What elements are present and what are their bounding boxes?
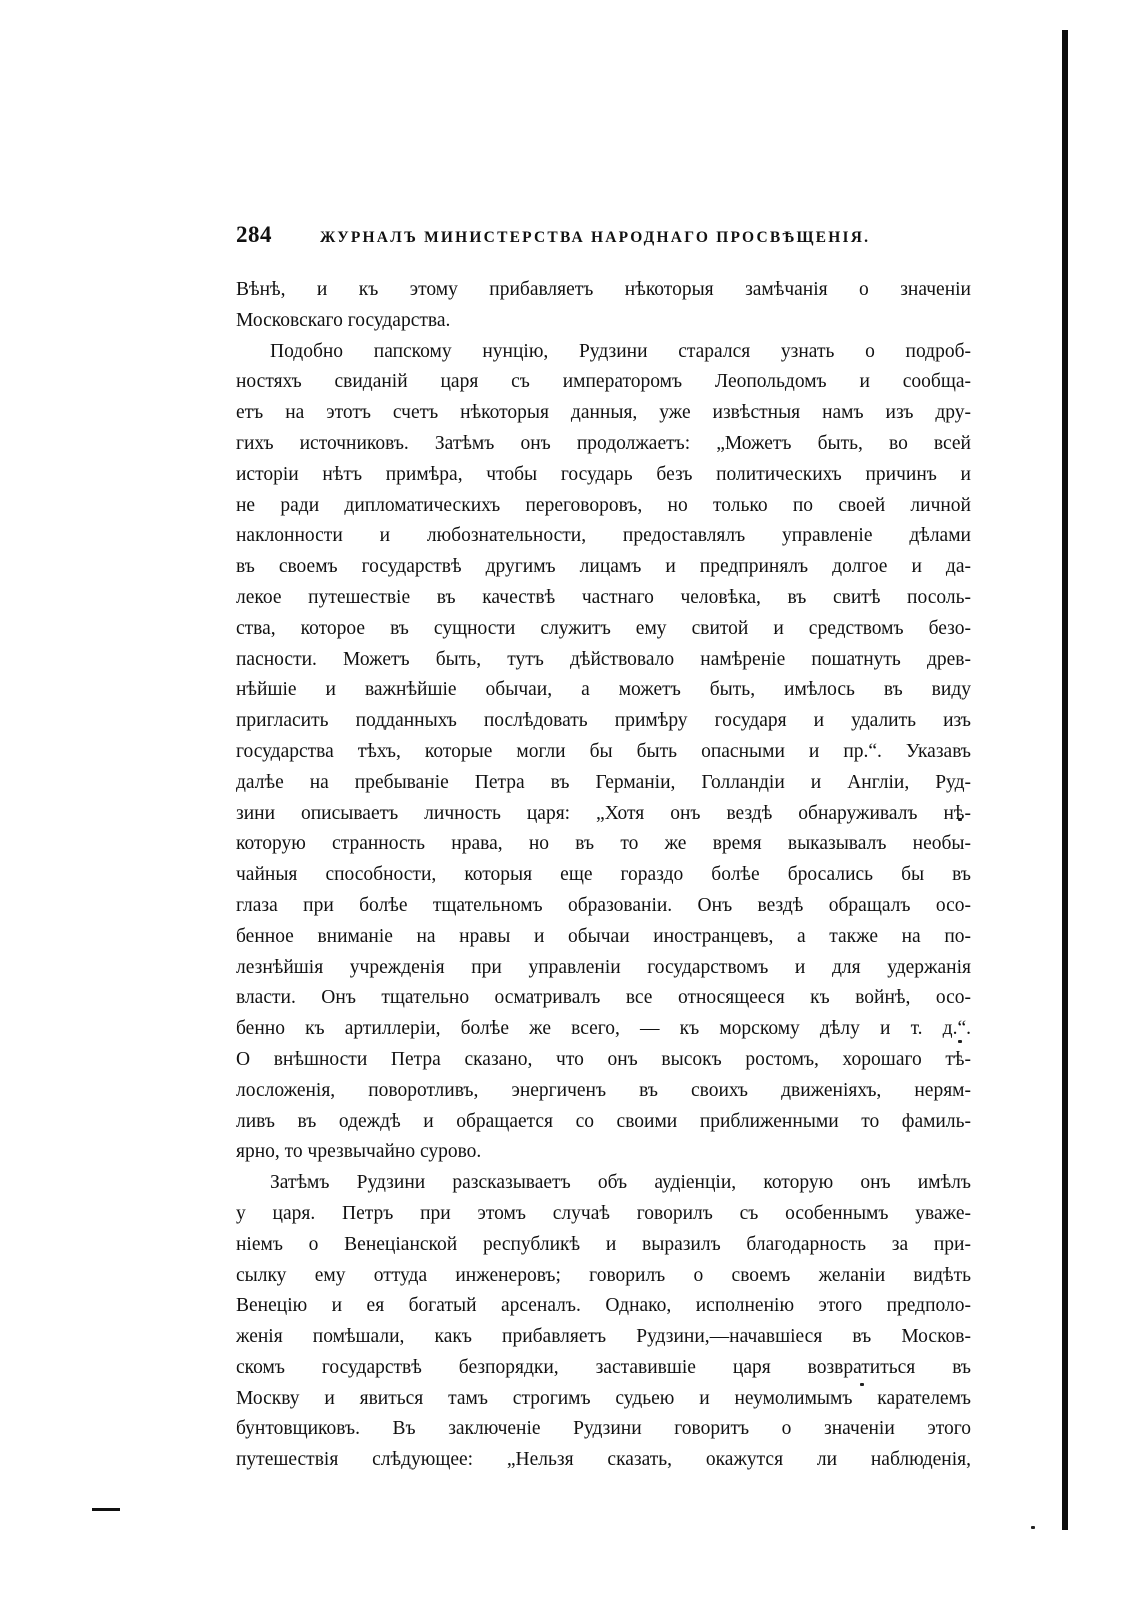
- text-line: чайныя способности, которыя еще гораздо болѣе бросались бы въ: [236, 864, 971, 886]
- text-line: государства тѣхъ, которые могли бы быть опасными и пр.“. Указавъ: [236, 740, 971, 762]
- text-line: бенное вниманіе на нравы и обычаи иностранцевъ, а также на по-: [236, 925, 971, 947]
- text-line: ніемъ о Венеціанской республикѣ и выразилъ благодарность за при-: [236, 1233, 971, 1255]
- text-line: Московскаго государства.: [236, 309, 451, 331]
- text-line: скомъ государствѣ безпорядки, заставившіе царя возвратиться въ: [236, 1356, 971, 1378]
- body-text: [236, 275, 971, 1476]
- text-line: наклонности и любознательности, предоставлялъ управленіе дѣлами: [236, 525, 971, 547]
- running-title: ЖУРНАЛЪ МИНИСТЕРСТВА НАРОДНАГО ПРОСВѢЩЕНІЯ.: [320, 229, 871, 246]
- text-line: Подобно папскому нунцію, Рудзини старался узнать о подроб-: [270, 340, 971, 362]
- text-line: Вѣнѣ, и къ этому прибавляетъ нѣкоторыя замѣчанія о значеніи: [236, 279, 971, 300]
- text-line: Венецію и ея богатый арсеналъ. Однако, исполненію этого предполо-: [236, 1295, 971, 1317]
- text-line: власти. Онъ тщательно осматривалъ все относящееся къ войнѣ, осо-: [236, 987, 971, 1009]
- text-line: исторіи нѣтъ примѣра, чтобы государь безъ политическихъ причинъ и: [236, 463, 971, 485]
- text-line: которую странность нрава, но въ то же время выказывалъ необы-: [236, 833, 971, 855]
- text-line: ства, которое въ сущности служитъ ему свитой и средствомъ безо-: [236, 617, 971, 639]
- text-line: лезнѣйшія учрежденія при управленіи государствомъ и для удержанія: [236, 956, 971, 978]
- text-line: гихъ источниковъ. Затѣмъ онъ продолжаетъ: „Можетъ быть, во всей: [236, 432, 971, 454]
- text-line: Затѣмъ Рудзини разсказываетъ объ аудіенціи, которую онъ имѣлъ: [270, 1172, 971, 1194]
- text-line: О внѣшности Петра сказано, что онъ высокъ ростомъ, хорошаго тѣ-: [236, 1048, 971, 1070]
- text-line: бенно къ артиллеріи, болѣе же всего, — къ морскому дѣлу и т. д.“.: [236, 1018, 971, 1040]
- text-line: путешествія слѣдующее: „Нельзя сказать, окажутся ли наблюденія,: [236, 1449, 971, 1471]
- text-line: етъ на этотъ счетъ нѣкоторыя данныя, уже извѣстныя намъ изъ дру-: [236, 402, 971, 424]
- page-header: [236, 222, 976, 248]
- text-line: пригласить подданныхъ послѣдовать примѣру государя и удалить изъ: [236, 710, 971, 732]
- text-line: лекое путешествіе въ качествѣ частнаго человѣка, въ свитѣ посоль-: [236, 586, 971, 608]
- text-line: ярно, то чрезвычайно сурово.: [236, 1141, 482, 1163]
- text-line: въ своемъ государствѣ другимъ лицамъ и предпринялъ долгое и да-: [236, 556, 971, 578]
- text-line: глаза при болѣе тщательномъ образованіи. Онъ вездѣ обращалъ осо-: [236, 894, 971, 916]
- margin-mark: [92, 1508, 120, 1511]
- page-edge-shadow: [1062, 30, 1068, 1530]
- text-line: у царя. Петръ при этомъ случаѣ говорилъ съ особеннымъ уваже-: [236, 1202, 971, 1224]
- text-line: бунтовщиковъ. Въ заключеніе Рудзини говоритъ о значеніи этого: [236, 1418, 971, 1440]
- text-line: ливъ въ одеждѣ и обращается со своими приближенными то фамиль-: [236, 1110, 971, 1132]
- text-line: нѣйшіе и важнѣйшіе обычаи, а можетъ быть, имѣлось въ виду: [236, 679, 971, 701]
- text-line: сылку ему оттуда инженеровъ; говорилъ о своемъ желаніи видѣть: [236, 1264, 971, 1286]
- text-line: пасности. Можетъ быть, тутъ дѣйствовало намѣреніе пошатнуть древ-: [236, 648, 971, 670]
- text-line: женія помѣшали, какъ прибавляетъ Рудзини,—начавшіеся въ Москов-: [236, 1326, 971, 1348]
- ink-speck: [1031, 1526, 1035, 1529]
- text-line: Москву и явиться тамъ строгимъ судьею и неумолимымъ карателемъ: [236, 1387, 971, 1409]
- text-line: ностяхъ свиданій царя съ императоромъ Леопольдомъ и сообща-: [236, 371, 971, 393]
- text-line: лосложенія, поворотливъ, энергиченъ въ своихъ движеніяхъ, нерям-: [236, 1079, 971, 1101]
- text-line: не ради дипломатическихъ переговоровъ, но только по своей личной: [236, 494, 971, 516]
- text-line: зини описываетъ личность царя: „Хотя онъ вездѣ обнаруживалъ нѣ-: [236, 802, 971, 824]
- text-line: далѣе на пребываніе Петра въ Германіи, Голландіи и Англіи, Руд-: [236, 771, 971, 793]
- page-number: 284: [236, 222, 272, 247]
